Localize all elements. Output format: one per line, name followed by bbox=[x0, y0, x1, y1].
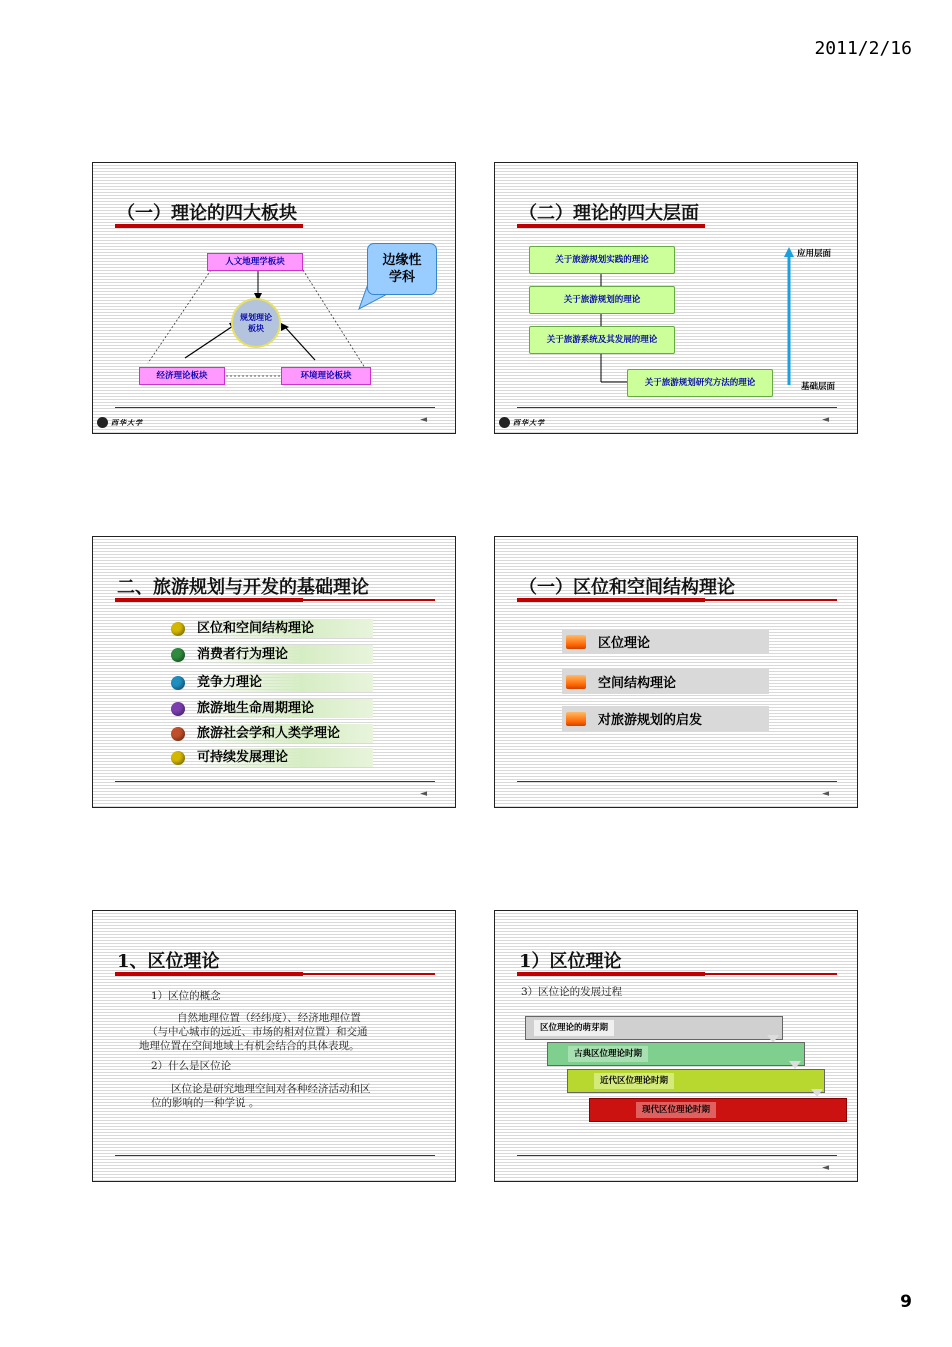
stage-label: 近代区位理论时期 bbox=[594, 1073, 674, 1089]
list-item-label: 区位理论 bbox=[598, 636, 651, 651]
level-box-4: 关于旅游规划研究方法的理论 bbox=[627, 369, 773, 397]
list-item bbox=[562, 706, 769, 731]
definition-paragraph bbox=[151, 1082, 441, 1110]
slide-basic-theories bbox=[92, 536, 456, 808]
list-item-label: 空间结构理论 bbox=[598, 676, 677, 691]
list-item bbox=[171, 673, 373, 692]
title-rule bbox=[115, 973, 435, 975]
footer-rule bbox=[115, 781, 435, 782]
stage-label: 区位理论的萌芽期 bbox=[534, 1020, 614, 1036]
circle-line-1: 规划理论 bbox=[240, 313, 272, 322]
stage-bar-1 bbox=[525, 1016, 783, 1040]
down-arrow-icon bbox=[811, 1089, 823, 1097]
slide-title: （一）理论的四大板块 bbox=[117, 203, 297, 224]
slide-title: 1）区位理论 bbox=[519, 951, 622, 972]
foundation-level-label: 基础层面 bbox=[801, 382, 836, 392]
bullet-icon bbox=[171, 751, 185, 765]
marginal-discipline-callout bbox=[367, 243, 437, 295]
university-logo: 西华大学 bbox=[97, 417, 143, 428]
title-rule bbox=[517, 973, 837, 975]
bullet-icon bbox=[171, 622, 185, 636]
stage-bar-2 bbox=[547, 1042, 805, 1066]
list-item-label: 消费者行为理论 bbox=[195, 645, 373, 664]
list-item bbox=[562, 629, 769, 654]
definition-line-1: 区位论是研究地理空间对各种经济活动和区 bbox=[171, 1083, 371, 1095]
nav-back-icon[interactable]: ◄ bbox=[822, 789, 829, 799]
bullet-icon bbox=[171, 702, 185, 716]
page-date: 2011/2/16 bbox=[814, 38, 912, 59]
slide-title: 二、旅游规划与开发的基础理论 bbox=[117, 577, 369, 598]
list-item bbox=[171, 724, 373, 743]
slide-location-space bbox=[494, 536, 858, 808]
slide-subtitle: 3）区位论的发展过程 bbox=[521, 986, 623, 998]
definition-line-2: 位的影响的一种学说 。 bbox=[151, 1097, 260, 1109]
economic-theory-box: 经济理论板块 bbox=[139, 367, 225, 385]
list-item bbox=[171, 699, 373, 718]
bullet-icon bbox=[566, 712, 586, 726]
bullet-icon bbox=[566, 675, 586, 689]
list-item bbox=[171, 645, 373, 664]
nav-back-icon[interactable]: ◄ bbox=[420, 789, 427, 799]
slide-four-levels bbox=[494, 162, 858, 434]
nav-back-icon[interactable]: ◄ bbox=[420, 415, 427, 425]
concept-heading: 1）区位的概念 bbox=[151, 990, 221, 1002]
circle-line-2: 板块 bbox=[248, 324, 264, 333]
list-item bbox=[171, 619, 373, 638]
nav-back-icon[interactable]: ◄ bbox=[822, 1163, 829, 1173]
stage-bar-4 bbox=[589, 1098, 847, 1122]
concept-line-3: 地理位置在空间地域上有机会结合的具体表现。 bbox=[139, 1040, 360, 1052]
university-logo: 西华大学 bbox=[499, 417, 545, 428]
footer-rule bbox=[115, 407, 435, 408]
list-item-label: 旅游社会学和人类学理论 bbox=[195, 724, 373, 743]
title-rule bbox=[517, 599, 837, 601]
footer-rule bbox=[517, 407, 837, 408]
bullet-icon bbox=[171, 676, 185, 690]
level-box-1: 关于旅游规划实践的理论 bbox=[529, 246, 675, 274]
sector-diagram-lines bbox=[93, 163, 456, 434]
concept-line-2: （与中心城市的远近、市场的相对位置）和交通 bbox=[147, 1026, 368, 1038]
stage-label: 古典区位理论时期 bbox=[568, 1046, 648, 1062]
stage-bar-3 bbox=[567, 1069, 825, 1093]
concept-paragraph bbox=[139, 1011, 439, 1053]
definition-heading: 2）什么是区位论 bbox=[151, 1060, 232, 1072]
application-level-label: 应用层面 bbox=[797, 249, 832, 259]
planning-theory-circle bbox=[231, 298, 281, 348]
slide-location-development bbox=[494, 910, 858, 1182]
callout-line-1: 边缘性 bbox=[382, 253, 422, 268]
page-number: 9 bbox=[900, 1292, 912, 1312]
title-rule bbox=[115, 599, 435, 601]
nav-back-icon[interactable]: ◄ bbox=[822, 415, 829, 425]
bullet-icon bbox=[171, 648, 185, 662]
slide-title: （二）理论的四大层面 bbox=[519, 203, 699, 224]
environmental-theory-box: 环境理论板块 bbox=[281, 367, 371, 385]
list-item bbox=[562, 669, 769, 694]
bullet-icon bbox=[566, 635, 586, 649]
list-item-label: 对旅游规划的启发 bbox=[598, 713, 703, 728]
list-item-label: 旅游地生命周期理论 bbox=[195, 699, 373, 718]
list-item bbox=[171, 748, 373, 767]
list-item-label: 区位和空间结构理论 bbox=[195, 619, 373, 638]
concept-line-1: 自然地理位置（经纬度）、经济地理位置 bbox=[177, 1012, 361, 1024]
human-geography-box: 人文地理学板块 bbox=[207, 253, 303, 271]
level-box-2: 关于旅游规划的理论 bbox=[529, 286, 675, 314]
footer-rule bbox=[517, 781, 837, 782]
stage-label: 现代区位理论时期 bbox=[636, 1102, 716, 1118]
list-item-label: 竞争力理论 bbox=[195, 673, 373, 692]
level-box-3: 关于旅游系统及其发展的理论 bbox=[529, 326, 675, 354]
slide-title: 1、区位理论 bbox=[117, 951, 220, 972]
slide-four-sectors bbox=[92, 162, 456, 434]
slide-location-theory bbox=[92, 910, 456, 1182]
callout-line-2: 学科 bbox=[388, 270, 415, 285]
footer-rule bbox=[517, 1155, 837, 1156]
bullet-icon bbox=[171, 727, 185, 741]
list-item-label: 可持续发展理论 bbox=[195, 748, 373, 767]
slide-title: （一）区位和空间结构理论 bbox=[519, 577, 735, 598]
footer-rule bbox=[115, 1155, 435, 1156]
down-arrow-icon bbox=[789, 1061, 801, 1069]
